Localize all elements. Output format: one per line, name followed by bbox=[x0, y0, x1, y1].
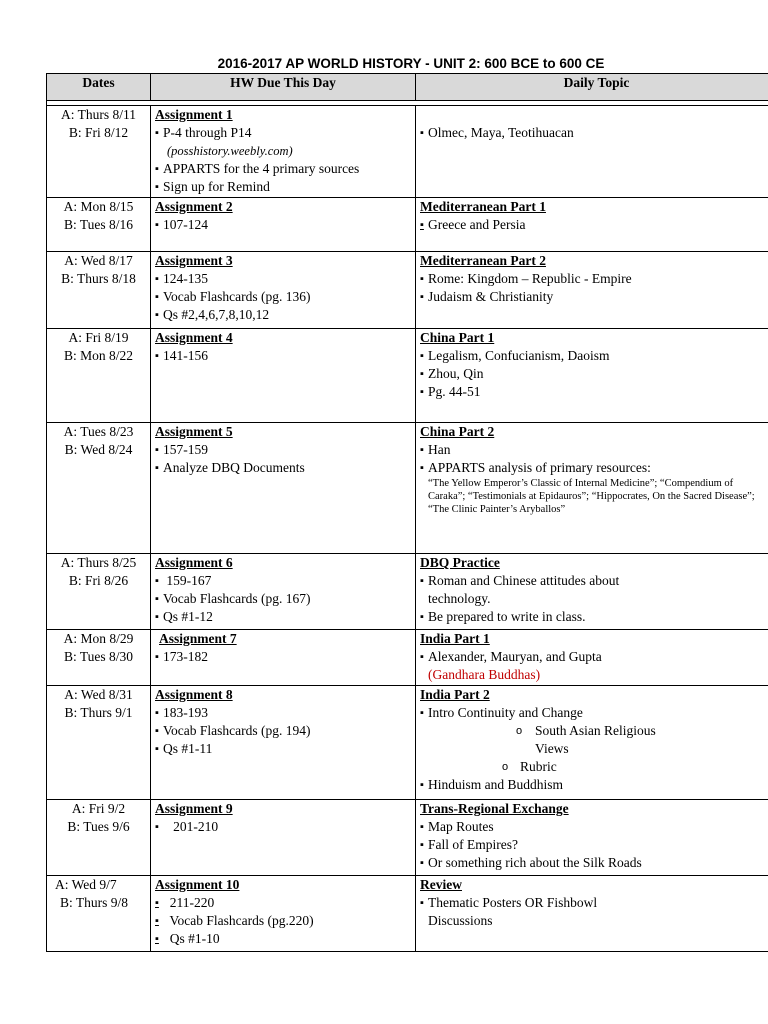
date-b: B: Tues 9/6 bbox=[67, 819, 130, 834]
topic-item: ▪ Judaism & Christianity bbox=[420, 288, 768, 306]
hw-item: ▪ Qs #1-10 bbox=[155, 930, 411, 948]
hw-item: ▪ 201-210 bbox=[155, 818, 411, 836]
unit-schedule-table bbox=[46, 73, 768, 952]
dates-cell bbox=[47, 554, 151, 630]
topic-item: ▪ Legalism, Confucianism, Daoism bbox=[420, 347, 768, 365]
dates-cell bbox=[47, 198, 151, 252]
date-b: B: Tues 8/16 bbox=[63, 217, 134, 232]
primary-source-list: “The Yellow Emperor’s Classic of Internal Medicine”; “Compendium of Caraka”; “Testimonials at Epidauros”; “Hippocrates, On the Sacred Disease”; “The Clinic Painter’s Aryballos” bbox=[428, 478, 755, 515]
topic-item: ▪ Be prepared to write in class. bbox=[420, 608, 768, 626]
topic-item: ▪ Zhou, Qin bbox=[420, 365, 768, 383]
topic-cell bbox=[416, 876, 768, 952]
dates-cell bbox=[47, 423, 151, 554]
hw-item: ▪ Sign up for Remind bbox=[155, 178, 411, 196]
table-header-row bbox=[47, 74, 768, 101]
table-row bbox=[47, 106, 768, 198]
hw-item: ▪ 157-159 bbox=[155, 441, 411, 459]
hw-cell bbox=[151, 800, 416, 876]
hw-item: ▪ Vocab Flashcards (pg. 136) bbox=[155, 288, 411, 306]
hw-header: HW Due This Day bbox=[151, 74, 416, 101]
topic-item: ▪ Map Routes bbox=[420, 818, 768, 836]
topic-item: ▪ Fall of Empires? bbox=[420, 836, 768, 854]
assignment-title: Assignment 6 bbox=[155, 555, 233, 570]
sub-item bbox=[420, 758, 768, 776]
topic-cell bbox=[416, 252, 768, 329]
hw-item: ▪ Analyze DBQ Documents bbox=[155, 459, 411, 477]
topic-item: ▪ Or something rich about the Silk Roads bbox=[420, 854, 768, 872]
table-row bbox=[47, 554, 768, 630]
hw-item: ▪ 183-193 bbox=[155, 704, 411, 722]
dates-cell bbox=[47, 800, 151, 876]
topic-item: ▪ Pg. 44-51 bbox=[420, 383, 768, 401]
topic-title: DBQ Practice bbox=[420, 555, 500, 570]
date-b: B: Mon 8/22 bbox=[63, 348, 133, 363]
hw-cell bbox=[151, 630, 416, 686]
hw-item: ▪ 211-220 bbox=[155, 894, 411, 912]
date-a: A: Tues 8/23 bbox=[63, 424, 134, 439]
topic-item: ▪ APPARTS analysis of primary resources: bbox=[420, 459, 768, 477]
topic-title: India Part 2 bbox=[420, 687, 490, 702]
hw-cell bbox=[151, 106, 416, 198]
hw-item: ▪ 124-135 bbox=[155, 270, 411, 288]
hw-item: ▪ Vocab Flashcards (pg. 194) bbox=[155, 722, 411, 740]
topic-item: ▪ Greece and Persia bbox=[420, 216, 768, 234]
hw-item: ▪ 173-182 bbox=[155, 648, 411, 666]
topic-item: ▪ Hinduism and Buddhism bbox=[420, 776, 768, 794]
date-b: B: Fri 8/26 bbox=[68, 573, 129, 588]
topic-title: China Part 2 bbox=[420, 424, 495, 439]
topic-item: ▪ Alexander, Mauryan, and Gupta bbox=[420, 648, 768, 666]
topic-item-continued: Discussions bbox=[428, 913, 493, 928]
assignment-title: Assignment 2 bbox=[155, 199, 233, 214]
date-b: B: Tues 8/30 bbox=[63, 649, 134, 664]
topic-item: ▪ Thematic Posters OR Fishbowl bbox=[420, 894, 768, 912]
topic-item-continued: technology. bbox=[428, 591, 491, 606]
sub-item-label: Views bbox=[535, 741, 569, 756]
sub-item-continued bbox=[420, 740, 768, 758]
topic-item: ▪ Intro Continuity and Change bbox=[420, 704, 768, 722]
table-row bbox=[47, 686, 768, 800]
page-title: 2016-2017 AP WORLD HISTORY - UNIT 2: 600 BCE to 600 CE bbox=[217, 56, 605, 71]
dates-cell bbox=[47, 876, 151, 952]
sub-item-label: South Asian Religious bbox=[535, 723, 656, 738]
date-a: A: Thurs 8/25 bbox=[60, 555, 137, 570]
topic-item: ▪ Rome: Kingdom – Republic - Empire bbox=[420, 270, 768, 288]
dates-cell bbox=[47, 252, 151, 329]
date-a: A: Fri 8/19 bbox=[68, 330, 129, 345]
assignment-title: Assignment 5 bbox=[155, 424, 233, 439]
topic-cell bbox=[416, 800, 768, 876]
hw-cell bbox=[151, 876, 416, 952]
date-b: B: Wed 8/24 bbox=[64, 442, 133, 457]
hw-item: ▪ Qs #1-12 bbox=[155, 608, 411, 626]
table-row bbox=[47, 252, 768, 329]
hw-cell bbox=[151, 329, 416, 423]
topic-header: Daily Topic bbox=[416, 74, 768, 101]
hw-item: ▪ APPARTS for the 4 primary sources bbox=[155, 160, 411, 178]
date-b: B: Thurs 8/18 bbox=[61, 271, 136, 286]
date-b: B: Fri 8/12 bbox=[68, 125, 129, 140]
dates-header: Dates bbox=[47, 74, 151, 101]
circle-bullet-icon: o bbox=[516, 725, 523, 737]
dates-cell bbox=[47, 686, 151, 800]
topic-title: India Part 1 bbox=[420, 631, 490, 646]
assignment-title: Assignment 7 bbox=[159, 631, 237, 646]
date-a: A: Fri 9/2 bbox=[71, 801, 126, 816]
assignment-title: Assignment 4 bbox=[155, 330, 233, 345]
table-row bbox=[47, 329, 768, 423]
table-row bbox=[47, 630, 768, 686]
topic-item: ▪ Olmec, Maya, Teotihuacan bbox=[420, 124, 768, 142]
topic-title: China Part 1 bbox=[420, 330, 495, 345]
hw-cell bbox=[151, 198, 416, 252]
hw-cell bbox=[151, 252, 416, 329]
topic-title: Review bbox=[420, 877, 462, 892]
assignment-title: Assignment 10 bbox=[155, 877, 240, 892]
topic-cell bbox=[416, 554, 768, 630]
topic-cell bbox=[416, 106, 768, 198]
topic-item: ▪ Han bbox=[420, 441, 768, 459]
hw-cell bbox=[151, 423, 416, 554]
hw-item: ▪ 159-167 bbox=[155, 572, 411, 590]
hw-item: ▪ 141-156 bbox=[155, 347, 411, 365]
topic-title: Mediterranean Part 2 bbox=[420, 253, 546, 268]
date-a: A: Mon 8/29 bbox=[63, 631, 134, 646]
date-a: A: Wed 9/7 bbox=[55, 877, 117, 892]
sub-item bbox=[420, 722, 768, 740]
hw-item: ▪ Qs #1-11 bbox=[155, 740, 411, 758]
sub-item-label: Rubric bbox=[520, 759, 557, 774]
dates-cell bbox=[47, 106, 151, 198]
assignment-title: Assignment 1 bbox=[155, 107, 233, 122]
topic-item: ▪ Roman and Chinese attitudes about bbox=[420, 572, 768, 590]
table-row bbox=[47, 198, 768, 252]
date-b: B: Thurs 9/1 bbox=[64, 705, 133, 720]
hw-item: ▪ Vocab Flashcards (pg. 167) bbox=[155, 590, 411, 608]
hw-item-link: (posshistory.weebly.com) bbox=[167, 144, 293, 158]
topic-cell bbox=[416, 329, 768, 423]
topic-cell bbox=[416, 686, 768, 800]
dates-cell bbox=[47, 329, 151, 423]
topic-cell bbox=[416, 423, 768, 554]
topic-note-red: (Gandhara Buddhas) bbox=[428, 667, 541, 682]
date-a: A: Mon 8/15 bbox=[63, 199, 134, 214]
table-row bbox=[47, 423, 768, 554]
assignment-title: Assignment 8 bbox=[155, 687, 233, 702]
hw-item: ▪ Vocab Flashcards (pg.220) bbox=[155, 912, 411, 930]
hw-item: ▪ Qs #2,4,6,7,8,10,12 bbox=[155, 306, 411, 324]
topic-title: Mediterranean Part 1 bbox=[420, 199, 546, 214]
hw-item: ▪ 107-124 bbox=[155, 216, 411, 234]
table-row bbox=[47, 876, 768, 952]
hw-item: ▪ P-4 through P14 bbox=[155, 124, 411, 142]
date-a: A: Wed 8/31 bbox=[64, 687, 133, 702]
topic-cell bbox=[416, 198, 768, 252]
table-row bbox=[47, 800, 768, 876]
dates-cell bbox=[47, 630, 151, 686]
date-a: A: Thurs 8/11 bbox=[60, 107, 136, 122]
assignment-title: Assignment 9 bbox=[155, 801, 233, 816]
hw-cell bbox=[151, 554, 416, 630]
date-a: A: Wed 8/17 bbox=[64, 253, 133, 268]
assignment-title: Assignment 3 bbox=[155, 253, 233, 268]
date-b: B: Thurs 9/8 bbox=[60, 895, 129, 910]
hw-cell bbox=[151, 686, 416, 800]
topic-title: Trans-Regional Exchange bbox=[420, 801, 569, 816]
topic-cell bbox=[416, 630, 768, 686]
circle-bullet-icon: o bbox=[502, 761, 509, 773]
